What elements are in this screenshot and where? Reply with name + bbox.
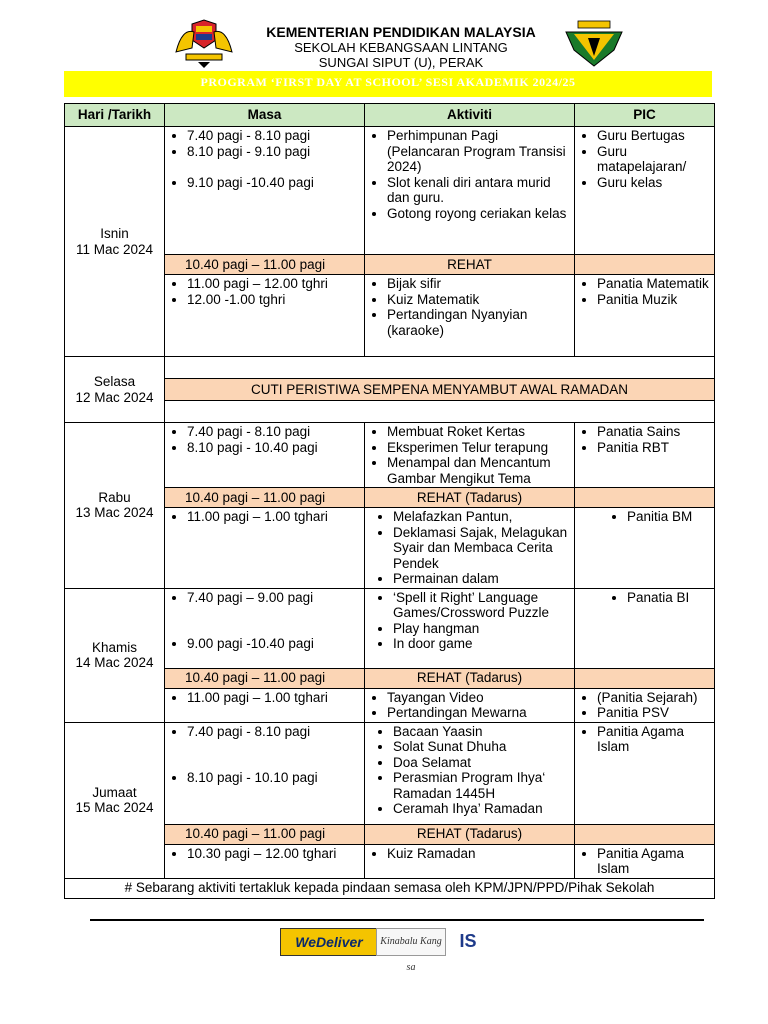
activity-cell [365,722,575,824]
activity-cell [365,508,575,589]
rehat-label: REHAT (Tadarus) [365,488,575,508]
pic-cell [575,688,715,722]
list-spacer [187,159,360,175]
is-text: IS [459,931,477,951]
list-item: • 11.00 pagi – 1.00 tghari [187,509,360,525]
activity-cell [365,275,575,357]
list-item: • In door game [393,636,570,652]
day-date: 13 Mac 2024 [75,505,154,521]
list-item: • 7.40 pagi - 8.10 pagi [187,424,360,440]
column-header-activity: Aktiviti [365,104,575,127]
activity-cell [365,688,575,722]
table-row [65,588,715,668]
school-crest-logo [562,20,626,70]
table-header-row [65,104,715,127]
wedeliver-text: WeDeliver [295,934,363,950]
activity-cell [365,844,575,878]
day-cell-khamis [65,588,165,722]
table-row [65,423,715,488]
rehat-time: 10.40 pagi – 11.00 pagi [165,488,365,508]
school-name: SEKOLAH KEBANGSAAN LINTANG [294,40,508,55]
pic-cell [575,844,715,878]
list-item: • Play hangman [393,621,570,637]
table-row [65,127,715,255]
day-name: Rabu [98,489,131,505]
rehat-time: 10.40 pagi – 11.00 pagi [165,255,365,275]
list-item: • 9.00 pagi -10.40 pagi [187,636,360,652]
rehat-empty [575,824,715,844]
column-header-pic: PIC [575,104,715,127]
rehat-empty [575,668,715,688]
list-item: • ‘Spell it Right’ Language Games/Crossword Puzzle [393,590,570,621]
pic-cell [575,722,715,824]
signature-text: Kinabalu Kang sa [380,936,442,973]
list-item: • (Panitia Sejarah) [597,690,710,706]
activity-cell [365,588,575,668]
list-item: • 8.10 pagi - 10.10 pagi [187,770,360,786]
list-item: • 11.00 pagi – 1.00 tghari [187,690,360,706]
list-item: • 9.10 pagi -10.40 pagi [187,175,360,191]
day-date: 14 Mac 2024 [75,655,154,670]
blank-row [165,401,715,423]
rehat-empty [575,488,715,508]
pic-cell [575,423,715,488]
list-item: • 11.00 pagi – 12.00 tghri [187,276,360,292]
malaysia-crest-logo [172,18,236,70]
rehat-label: REHAT (Tadarus) [365,668,575,688]
list-item: • Gotong royong ceriakan kelas [387,206,570,222]
list-item: • Guru kelas [597,175,710,191]
list-item: • Bacaan Yaasin [393,724,570,740]
list-item: • Panitia PSV [597,705,710,721]
list-item: • Panitia Agama Islam [597,724,710,755]
list-item: • 8.10 pagi - 10.40 pagi [187,440,360,456]
list-item: • Membuat Roket Kertas [387,424,570,440]
time-cell [165,127,365,255]
list-item: • Slot kenali diri antara murid dan guru. [387,175,570,206]
day-date: 12 Mac 2024 [75,389,154,405]
pic-cell [575,275,715,357]
rehat-time: 10.40 pagi – 11.00 pagi [165,668,365,688]
ministry-name: KEMENTERIAN PENDIDIKAN MALAYSIA [266,24,536,40]
rehat-label: REHAT [365,255,575,275]
list-item: • Kuiz Ramadan [387,846,570,862]
list-item: • Perasmian Program Ihya‘ Ramadan 1445H [393,770,570,801]
list-item: • Bijak sifir [387,276,570,292]
time-cell [165,508,365,589]
list-item: • Permainan dalam [393,571,570,587]
list-item: • 8.10 pagi - 9.10 pagi [187,144,360,160]
day-name: Isnin [100,226,129,241]
list-item: • Solat Sunat Dhuha [393,739,570,755]
day-cell-jumaat [65,722,165,878]
day-cell-rabu [65,423,165,589]
list-item: • Panitia RBT [597,440,710,456]
rehat-label: REHAT (Tadarus) [365,824,575,844]
list-item: • Pertandingan Nyanyian (karaoke) [387,307,570,338]
list-item: • Panitia Muzik [597,292,710,308]
day-name: Jumaat [92,784,137,800]
rehat-empty [575,255,715,275]
list-item: • 12.00 -1.00 tghri [187,292,360,308]
list-item: • Eksperimen Telur terapung [387,440,570,456]
list-item: • Doa Selamat [393,755,570,771]
list-item: • Guru Bertugas [597,128,710,144]
column-header-day: Hari /Tarikh [65,104,165,127]
list-item: • Melafazkan Pantun, [393,509,570,525]
schedule-table [64,103,715,899]
day-date: 15 Mac 2024 [75,800,154,815]
list-item: • Ceramah Ihya’ Ramadan [393,801,570,817]
time-cell [165,844,365,878]
column-header-time: Masa [165,104,365,127]
list-item: • Panatia Matematik [597,276,710,292]
rehat-time: 10.40 pagi – 11.00 pagi [165,824,365,844]
list-item: • Menampal dan Mencantum Gambar Mengikut Tema [387,455,570,486]
list-item: • Kuiz Matematik [387,292,570,308]
table-row [65,357,715,379]
program-banner: PROGRAM ‘FIRST DAY AT SCHOOL’ SESI AKADEMIK 2024/25 [64,71,712,97]
note-row [65,878,715,898]
time-cell [165,275,365,357]
time-cell [165,423,365,488]
list-item: • 7.40 pagi - 8.10 pagi [187,128,360,144]
activity-cell [365,127,575,255]
school-location: SUNGAI SIPUT (U), PERAK [318,55,484,70]
list-item: • Deklamasi Sajak, Melagukan Syair dan Membaca Cerita Pendek [393,525,570,572]
day-name: Khamis [91,639,137,655]
list-item: • Tayangan Video [387,690,570,706]
pic-cell [575,588,715,668]
pic-cell [575,127,715,255]
document-header [240,25,562,70]
list-item: • 7.40 pagi - 8.10 pagi [187,724,360,740]
list-item: • Panatia Sains [597,424,710,440]
footer-divider [90,919,704,921]
list-item: • Panitia Agama Islam [597,846,710,877]
list-item: • 7.40 pagi – 9.00 pagi [187,590,360,606]
day-date: 11 Mac 2024 [75,241,154,257]
holiday-notice: CUTI PERISTIWA SEMPENA MENYAMBUT AWAL RAMADAN [165,379,715,401]
list-item: • Panitia BM [627,509,710,525]
time-cell [165,588,365,668]
day-cell-isnin [65,127,165,357]
pic-cell [575,508,715,589]
list-item: • 10.30 pagi – 12.00 tghari [187,846,360,862]
time-cell [165,722,365,824]
blank-row [165,357,715,379]
is-logo [454,928,482,954]
disclaimer-note: # Sebarang aktiviti tertakluk kepada pindaan semasa oleh KPM/JPN/PPD/Pihak Sekolah [65,878,715,898]
list-item: • Perhimpunan Pagi (Pelancaran Program Transisi 2024) [387,128,570,175]
day-cell-selasa [65,357,165,423]
activity-cell [365,423,575,488]
table-row [65,722,715,824]
day-name: Selasa [93,374,136,389]
signature-logo [376,928,446,973]
list-spacer [187,739,360,770]
list-item: • Panatia BI [627,590,710,606]
time-cell [165,688,365,722]
wedeliver-logo [280,928,378,956]
list-item: • Guru matapelajaran/ [597,144,710,175]
list-item: • Pertandingan Mewarna [387,705,570,721]
list-spacer [187,605,360,636]
